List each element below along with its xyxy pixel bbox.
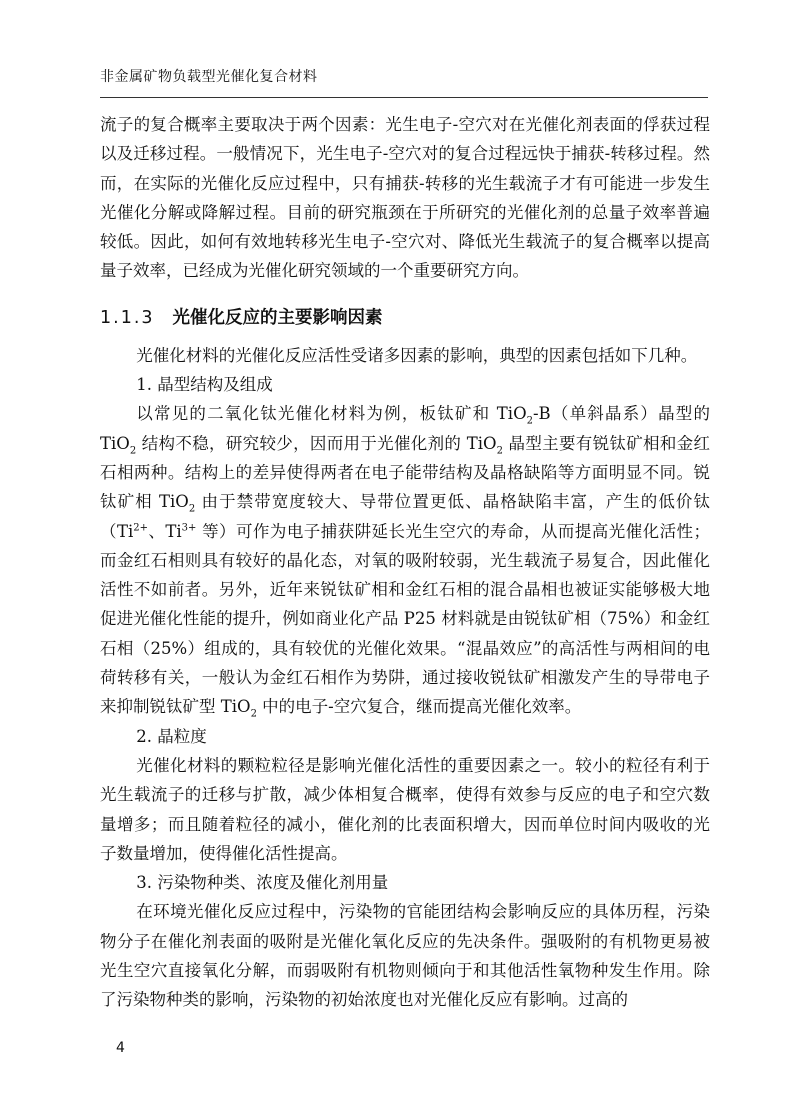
header-rule [100,97,708,98]
running-head: 非金属矿物负载型光催化复合材料 [100,69,318,85]
p3-text-f: 、Ti [147,521,182,541]
p3-text-g: 等）可作为电子捕获阱延长光生空穴的寿命，从而提高光催化活性；而金红石相则具有较好的晶化态，对氧的吸附较弱，光生载流子易复合，因此催化活性不如前者。另外，近年来锐钛矿相和金红石相的混合晶相也被证实能够极大地促进光催化性能的提升，例如商业化产品 P25 材料就是由锐钛矿相（75%）和金红石相（25%）组成的，具有较优的光催化效果。“混晶效应”的高活性与两相间的电荷转移有关，一般认为金红石相作为势阱，通过接收锐钛矿相激发产生的导带电子来抑制锐钛矿型 TiO [100,521,710,717]
list-item-2: 2. 晶粒度 [136,726,207,746]
p3-sub-g: 2 [250,708,257,720]
p3-text-a: 以常见的二氧化钛光催化材料为例，板钛矿和 TiO [136,404,527,424]
p3-sup-e: 2+ [133,522,148,534]
paragraph-1: 流子的复合概率主要取决于两个因素：光生电子-空穴对在光催化剂表面的俘获过程以及迁移过程。一般情况下，光生电子-空穴对的复合过程远快于捕获-转移过程。然而，在实际的光催化反应过程中，只有捕获-转移的光生载流子才有可能进一步发生光催化分解或降解过程。目前的研究瓶颈在于所研究的光催化剂的总量子效率普遍较低。因此，如何有效地转移光生电子-空穴对、降低光生载流子的复合概率以提高量子效率，已经成为光催化研究领域的一个重要研究方向。 [100,115,710,281]
section-title: 光催化反应的主要影响因素 [172,307,383,328]
paragraph-3 [100,399,710,721]
p3-sup-f: 3+ [181,522,197,534]
section-heading [100,304,710,329]
p3-sub-d: 2 [188,503,196,515]
p3-sub-b: 2 [129,444,137,456]
paragraph-4: 光催化材料的颗粒粒径是影响光催化活性的重要因素之一。较小的粒径有利于光生载流子的迁移与扩散，减少体相复合概率，使得有效参与反应的电子和空穴数量增多；而且随着粒径的减小，催化剂的比表面积增大，因而单位时间内吸收的光子数量增加，使得催化活性提高。 [100,755,710,863]
list-item-1: 1. 晶型结构及组成 [136,375,273,395]
p3-text-c: 结构不稳，研究较少，因而用于光催化剂的 TiO [136,433,497,453]
p3-sub-c: 2 [496,444,503,456]
list-item-3: 3. 污染物种类、浓度及催化剂用量 [136,873,389,893]
paragraph-5: 在环境光催化反应过程中，污染物的官能团结构会影响反应的具体历程，污染物分子在催化剂表面的吸附是光催化氧化反应的先决条件。强吸附的有机物更易被光生空穴直接氧化分解，而弱吸附有机物则倾向于和其他活性氧物种发生作用。除了污染物种类的影响，污染物的初始浓度也对光催化反应有影响。过高的 [100,902,710,1010]
paragraph-2: 光催化材料的光催化反应活性受诸多因素的影响，典型的因素包括如下几种。 [136,345,698,365]
p3-text-h: 中的电子-空穴复合，继而提高光催化效率。 [256,697,582,717]
section-number: 1.1.3 [100,307,155,328]
p3-text-b: -B（单斜晶系）晶型的 TiO [100,404,711,453]
page-body [100,110,710,1015]
p3-text-d: 晶型主要有锐钛矿相和金红石相两种。结构上的差异使得两者在电子能带结构及晶格缺陷等方面明显不同。锐钛矿相 TiO [100,433,710,512]
p3-text-e: 由于禁带宽度较大、导带位置更低、晶格缺陷丰富，产生的低价钛（Ti [100,492,710,541]
page-number: 4 [116,1040,125,1056]
p3-sub-a: 2 [526,415,533,427]
